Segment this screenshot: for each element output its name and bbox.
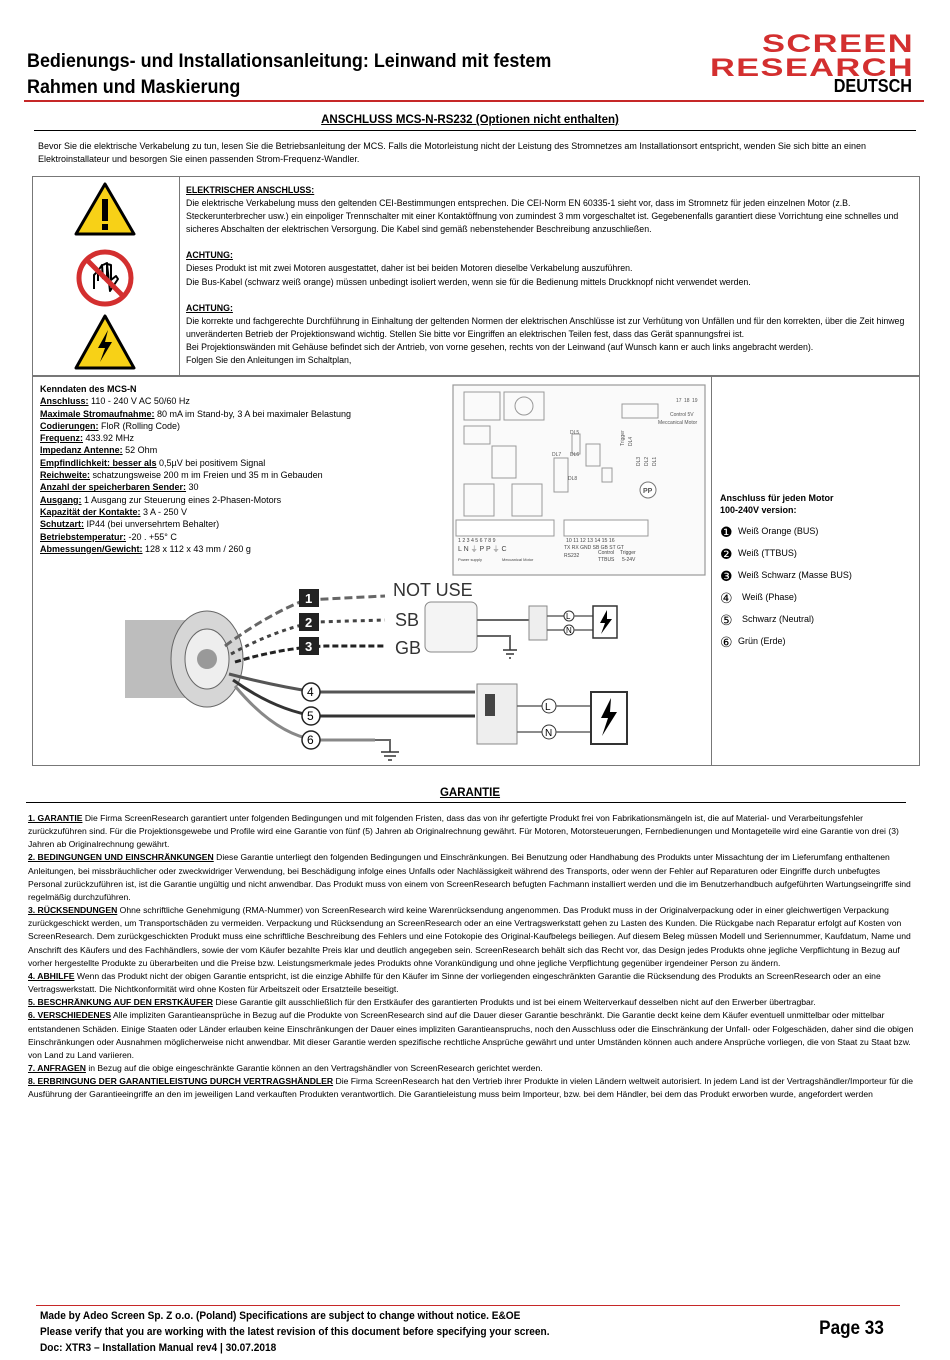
board-top-19: 19 (692, 398, 698, 404)
title-line-2: Rahmen und Maskierung (27, 76, 241, 98)
board-ttbus-label: TTBUS (598, 557, 615, 563)
high-voltage-icon (74, 314, 136, 370)
footer-line-2: Please verify that you are working with the latest revision of this document before specifying your screen. (40, 1326, 550, 1338)
warranty-heading: GARANTIE (439, 787, 501, 799)
wire-number-1: 1 (305, 591, 313, 606)
spec-row: Maximale Stromaufnahme: 80 mA im Stand-by, 3 A bei maximaler Belastung (40, 408, 351, 419)
logo-line-2: RESEARCH (710, 54, 914, 80)
specs-list (40, 383, 450, 555)
spec-row: Abmessungen/Gewicht: 128 x 112 x 43 mm / 260 g (40, 543, 251, 554)
connection-item: ⑥ Grün (Erde) (720, 633, 786, 650)
wire-number-5: 5 (307, 709, 314, 723)
warning-icon (74, 182, 136, 236)
logo-line-1: SCREEN (762, 30, 914, 58)
wire-number-6: 6 (307, 733, 314, 747)
spec-row: Betriebstemperatur: -20 . +55° C (40, 531, 177, 542)
warranty-item: 8. ERBRINGUNG DER GARANTIELEISTUNG DURCH VERTRAGSHÄNDLER Die Firma ScreenResearch hat den Vertrieb ihrer Produkte in vielen Ländern weltweit autorisiert. In jedem Land ist der Vertragshändler/Importeur für die Ausführung der Garantieeingriffe an den im jeweiligen Land verkauften Produkten verantwortlich. Die Garantieleistung muss beim Importeur, bzw. bei dem Händler, bei dem das Produkt erworben wurde, angefordert werden (28, 1076, 913, 1100)
electrical-paragraph: Die elektrische Verkabelung muss den geltenden CEI-Bestimmungen entsprechen. Die CEI-Norm EN 60335-1 sieht vor, dass im Stromnetz für jeden einzelnen Motor (z.B. Steckerunterbrecher usw.) ein einpoliger Trennschalter mit einer Kontaktöffnung von zumindest 3 mm vorgeschaltet ist. Gegebenenfalls garantiert diese Vorrichtung eine schnelles und sicheres Abschalten der elektrischen Versorgung. Die Kabel sind gemäß nebenstehender Beschreibung anzuschließen. (186, 198, 899, 235)
connection-item: ④ Weiß (Phase) (720, 589, 797, 606)
board-top-18: 18 (684, 398, 690, 404)
achtung-text-1a: Dieses Produkt ist mit zwei Motoren ausgestattet, daher ist bei beiden Motoren dieselbe Verkabelung auszuführen. (186, 263, 633, 274)
wire-number-4: 4 (307, 685, 314, 699)
board-numbers-left: 1 2 3 4 5 6 7 8 9 (458, 538, 496, 544)
board-dl3: DL3 (636, 456, 642, 466)
wire-number-2: 2 (305, 615, 313, 630)
board-top-17: 17 (676, 398, 682, 404)
spec-row: Codierungen: FloR (Rolling Code) (40, 420, 181, 431)
no-touch-icon (76, 249, 134, 307)
warranty-item: 3. RÜCKSENDUNGEN Ohne schriftliche Genehmigung (RMA-Nummer) von ScreenResearch wird keine Warenrücksendung angenommen. Das Produkt muss in der Originalverpackung oder in einer gleichwertigen Verpackung zurückgeschickt werden, um Transportschäden zu vermeiden. Verpackung und Rücksendung an ScreenResearch oder an eine Vertragswerkstatt gehen zu Lasten des Kunden. Die Rückgabe nach Reparatur erfolgt auf Kosten von ScreenResearch. Dem zurückgeschickten Produkt muss eine schriftliche Beschreibung des Fehlers und eine Fotokopie des Original-Kaufbelegs beiliegen. Auf diesem Beleg müssen Modell und Seriennummer, Kaufdatum, Name und Anschrift des Käufers und des Fachhändlers, sowie der vom Käufer bezahlte Preis klar und deutlich angegeben sein. ScreenResearch behält sich das Recht vor, das Design jedes Produkts ohne jegliche Verpflichtung in Bezug auf vorher hergestellte Produkte zu überarbeiten und die Preise bzw. Leistungsmerkmale jedes Produkts ohne Vorankündigung und ohne jegliche Verpflichtung gegenüber irgendeiner Person zu ändern. (28, 905, 911, 968)
warranty-item: 2. BEDINGUNGEN UND EINSCHRÄNKUNGEN Diese Garantie unterliegt den folgenden Bedingungen und Einschränkungen. Bei Benutzung oder Handhabung des Produkts unter Missachtung der im Lieferumfang enthaltenen Anleitungen, bei missbräuchlicher oder zweckwidriger Verwendung, bei Beschädigung infolge eines Unfalls oder Nachlässigkeit während des Transports, oder wenn der Fehler auf Reparaturen oder Eingriffe durch unbefugtes Personal zurückzuführen ist, ist die Garantie ungültig und nicht anwendbar. Das Produkt muss von einem von ScreenResearch befugten Fachmann installiert werden und die im Benutzerhandbuch aufgeführten Wartungseingriffe sind regelmäßig durchzuführen. (28, 852, 911, 902)
board-trigger2-label: Trigger (620, 550, 636, 556)
electrical-heading: ELEKTRISCHER ANSCHLUSS: (186, 185, 315, 195)
lower-n-label: N (545, 728, 553, 739)
warranty-item: 6. VERSCHIEDENES Alle impliziten Garantieansprüche in Bezug auf die Produkte von ScreenResearch sind auf die Dauer dieser Garantie beschränkt. Die Garantie deckt keine dem Käufer eventuell unmittelbar oder mittelbar entstandenen Schäden. Einige Staaten oder Länder erlauben keine Einschränkungen der Dauer eines impliziten Garantieanspruchs, noch den Ausschluss oder die Einschränkung der Unfall- oder Folgeschäden, daher sind die obigen Einschränkungen oder Ausnahmen möglicherweise nicht anwendbar. Mit dieser Garantie werden spezifische rechtliche Ansprüche gewährt und unter Umständen können auch andere Ansprüche vorliegen, die von Staat zu Staat bzw. von Land zu Land variieren. (28, 1010, 914, 1060)
section-rule (34, 130, 916, 131)
wire-number-3: 3 (305, 639, 313, 654)
spec-row: Impedanz Antenne: 52 Ohm (40, 445, 158, 456)
spec-row: Empfindlichkeit: besser als 0,5µV bei positivem Signal (40, 457, 266, 468)
warranty-text (28, 812, 914, 1101)
sb-label: SB (395, 610, 420, 630)
upper-n-label: N (566, 626, 572, 635)
document-title (27, 48, 597, 100)
board-dl6: DL6 (570, 452, 580, 458)
warranty-rule (26, 802, 906, 803)
footer-divider (36, 1305, 900, 1306)
connection-item: ❸ Weiß Schwarz (Masse BUS) (720, 567, 852, 584)
board-rs232-label: RS232 (564, 553, 580, 559)
board-control2-label: Control (598, 550, 615, 556)
header-divider (24, 100, 924, 102)
connection-item: ❶ Weiß Orange (BUS) (720, 523, 819, 540)
board-dl5: DL5 (570, 430, 580, 436)
board-terminals-left: L N ⏚ P P ⏚ C (458, 546, 507, 553)
board-dl2: DL2 (644, 456, 650, 466)
screen-research-logo (708, 30, 918, 80)
board-volt-label: 5-24V (622, 557, 636, 563)
board-meccanical-label: Meccanical Motor (658, 420, 698, 426)
board-control-label: Control 5V (670, 412, 694, 418)
board-pp: PP (643, 488, 653, 495)
board-trigger: Trigger (620, 430, 626, 446)
achtung-text-2a: Die korrekte und fachgerechte Durchführung in Einhaltung der geltenden Normen der elektrischen Anschlüsse ist zur Verhütung von Unfällen und für den korrekten, über die Zeit hinweg unveränderten Betrieb der Projektionswand wichtig. Stellen Sie bitte vor Eingriffen an elektrischen Teilen fest, dass das Gerät spannungsfrei ist. (186, 315, 905, 339)
achtung-text-2b: Bei Projektionswänden mit Gehäuse befindet sich der Antrieb, von vorne gesehen, rechts von der Leinwand (auf Wunsch kann er auch links angebracht werden). (186, 341, 814, 352)
spec-row: Schutzart: IP44 (bei unversehrtem Behalter) (40, 519, 220, 530)
page-number: Page 33 (819, 1318, 884, 1339)
spec-row: Anschluss: 110 - 240 V AC 50/60 Hz (40, 396, 190, 407)
achtung-heading-2: ACHTUNG: (186, 302, 233, 313)
control-board-drawing (452, 384, 706, 576)
board-dl4: DL4 (628, 436, 634, 446)
achtung-text-1b: Die Bus-Kabel (schwarz weiß orange) müssen unbedingt isoliert werden, wenn sie für die Bedienung mittels Druckknopf nicht verwendet werden. (186, 276, 751, 287)
specs-title: Kenndaten des MCS-N (40, 384, 137, 394)
spec-row: Frequenz: 433.92 MHz (40, 433, 135, 444)
board-dl7: DL7 (552, 452, 562, 458)
gb-label: GB (395, 638, 422, 658)
language-label: DEUTSCH (833, 76, 912, 96)
warranty-item: 4. ABHILFE Wenn das Produkt nicht der obigen Garantie entspricht, ist die einzige Abhilfe für den Käufer im Sinne der vorliegenden eingeschränkten Garantie die Rücksendung des Produkts an ScreenResearch oder an eine Vertragswerkstatt. Die Nichtkonformität wird ohne Kosten für Arbeitszeit oder Ersatzteile beseitigt. (28, 970, 881, 995)
electrical-text (186, 184, 914, 367)
spec-row: Ausgang: 1 Ausgang zur Steuerung eines 2-Phasen-Motors (40, 494, 282, 505)
connection-title-1: Anschluss für jeden Motor (720, 493, 834, 503)
board-mecc-motor-label: Meccanical Motor (502, 557, 534, 562)
title-line-1: Bedienungs- und Installationsanleitung: Leinwand mit festem (27, 50, 552, 72)
board-dl1: DL1 (652, 456, 658, 466)
warranty-item: 7. ANFRAGEN in Bezug auf die obige eingeschränkte Garantie können an den Vertragshändler von ScreenResearch gerichtet werden. (28, 1062, 543, 1073)
connection-list (720, 492, 920, 652)
board-numbers-right: 10 11 12 13 14 15 16 (566, 538, 615, 544)
footer-line-1: Made by Adeo Screen Sp. Z o.o. (Poland) Specifications are subject to change without notice. E&OE (40, 1310, 521, 1322)
not-use-label: NOT USE (393, 580, 473, 600)
wiring-diagram (125, 576, 645, 762)
upper-l-label: L (566, 612, 571, 621)
achtung-text-2c: Folgen Sie den Anleitungen im Schaltplan, (186, 355, 352, 366)
section-heading: ANSCHLUSS MCS-N-RS232 (Optionen nicht enthalten) (321, 114, 619, 126)
lower-l-label: L (545, 702, 551, 713)
footer-line-3: Doc: XTR3 – Installation Manual rev4 | 30.07.2018 (40, 1342, 277, 1354)
warranty-item: 5. BESCHRÄNKUNG AUF DEN ERSTKÄUFER Diese Garantie gilt ausschließlich für den Erstkäufer des garantierten Produkts und ist bei einem Weiterverkauf desselben nicht auf den Erwerber übertragbar. (28, 997, 816, 1008)
intro-text: Bevor Sie die elektrische Verkabelung zu tun, lesen Sie die Betriebsanleitung der MCS. Falls die Motorleistung nicht der Leistung des Stromnetzes am Installationsort entspricht, wenden Sie sich bitte an einen Elektroinstallateur und besorgen Sie einen passenden Strom-Frequenz-Wandler. (38, 141, 866, 164)
connection-title-2: 100-240V version: (720, 505, 797, 515)
achtung-heading-1: ACHTUNG: (186, 250, 233, 261)
board-dl8: DL8 (568, 476, 578, 482)
footer-text (40, 1308, 684, 1356)
spec-row: Reichweite: schatzungsweise 200 m im Freien und 35 m in Gebauden (40, 470, 323, 481)
connection-item: ⑤ Schwarz (Neutral) (720, 611, 815, 628)
spec-row: Kapazität der Kontakte: 3 A - 250 V (40, 506, 188, 517)
connection-item: ❷ Weiß (TTBUS) (720, 545, 797, 562)
board-terminals-right: TX RX GND SB GB ST GT (564, 545, 624, 551)
spec-row: Anzahl der speicherbaren Sender: 30 (40, 482, 199, 493)
board-power-label: Power supply (458, 557, 483, 562)
warranty-item: 1. GARANTIE Die Firma ScreenResearch garantiert unter folgenden Bedingungen und mit folgenden Fristen, dass das von ihr gefertigte Produkt frei von Fabrikationsmängeln ist, die auf Material- und Verarbeitungsfehler zurückzuführen sind. Für die Projektionsgewebe und Profile wird eine Garantie von fünf (5) Jahren ab Originalrechnung gewährt. Für Motoren, Motorsteuerungen, Fernbedienungen und Montageteile wird eine Garantie von drei (3) Jahren ab Originalrechnung gewährt. (28, 813, 899, 850)
